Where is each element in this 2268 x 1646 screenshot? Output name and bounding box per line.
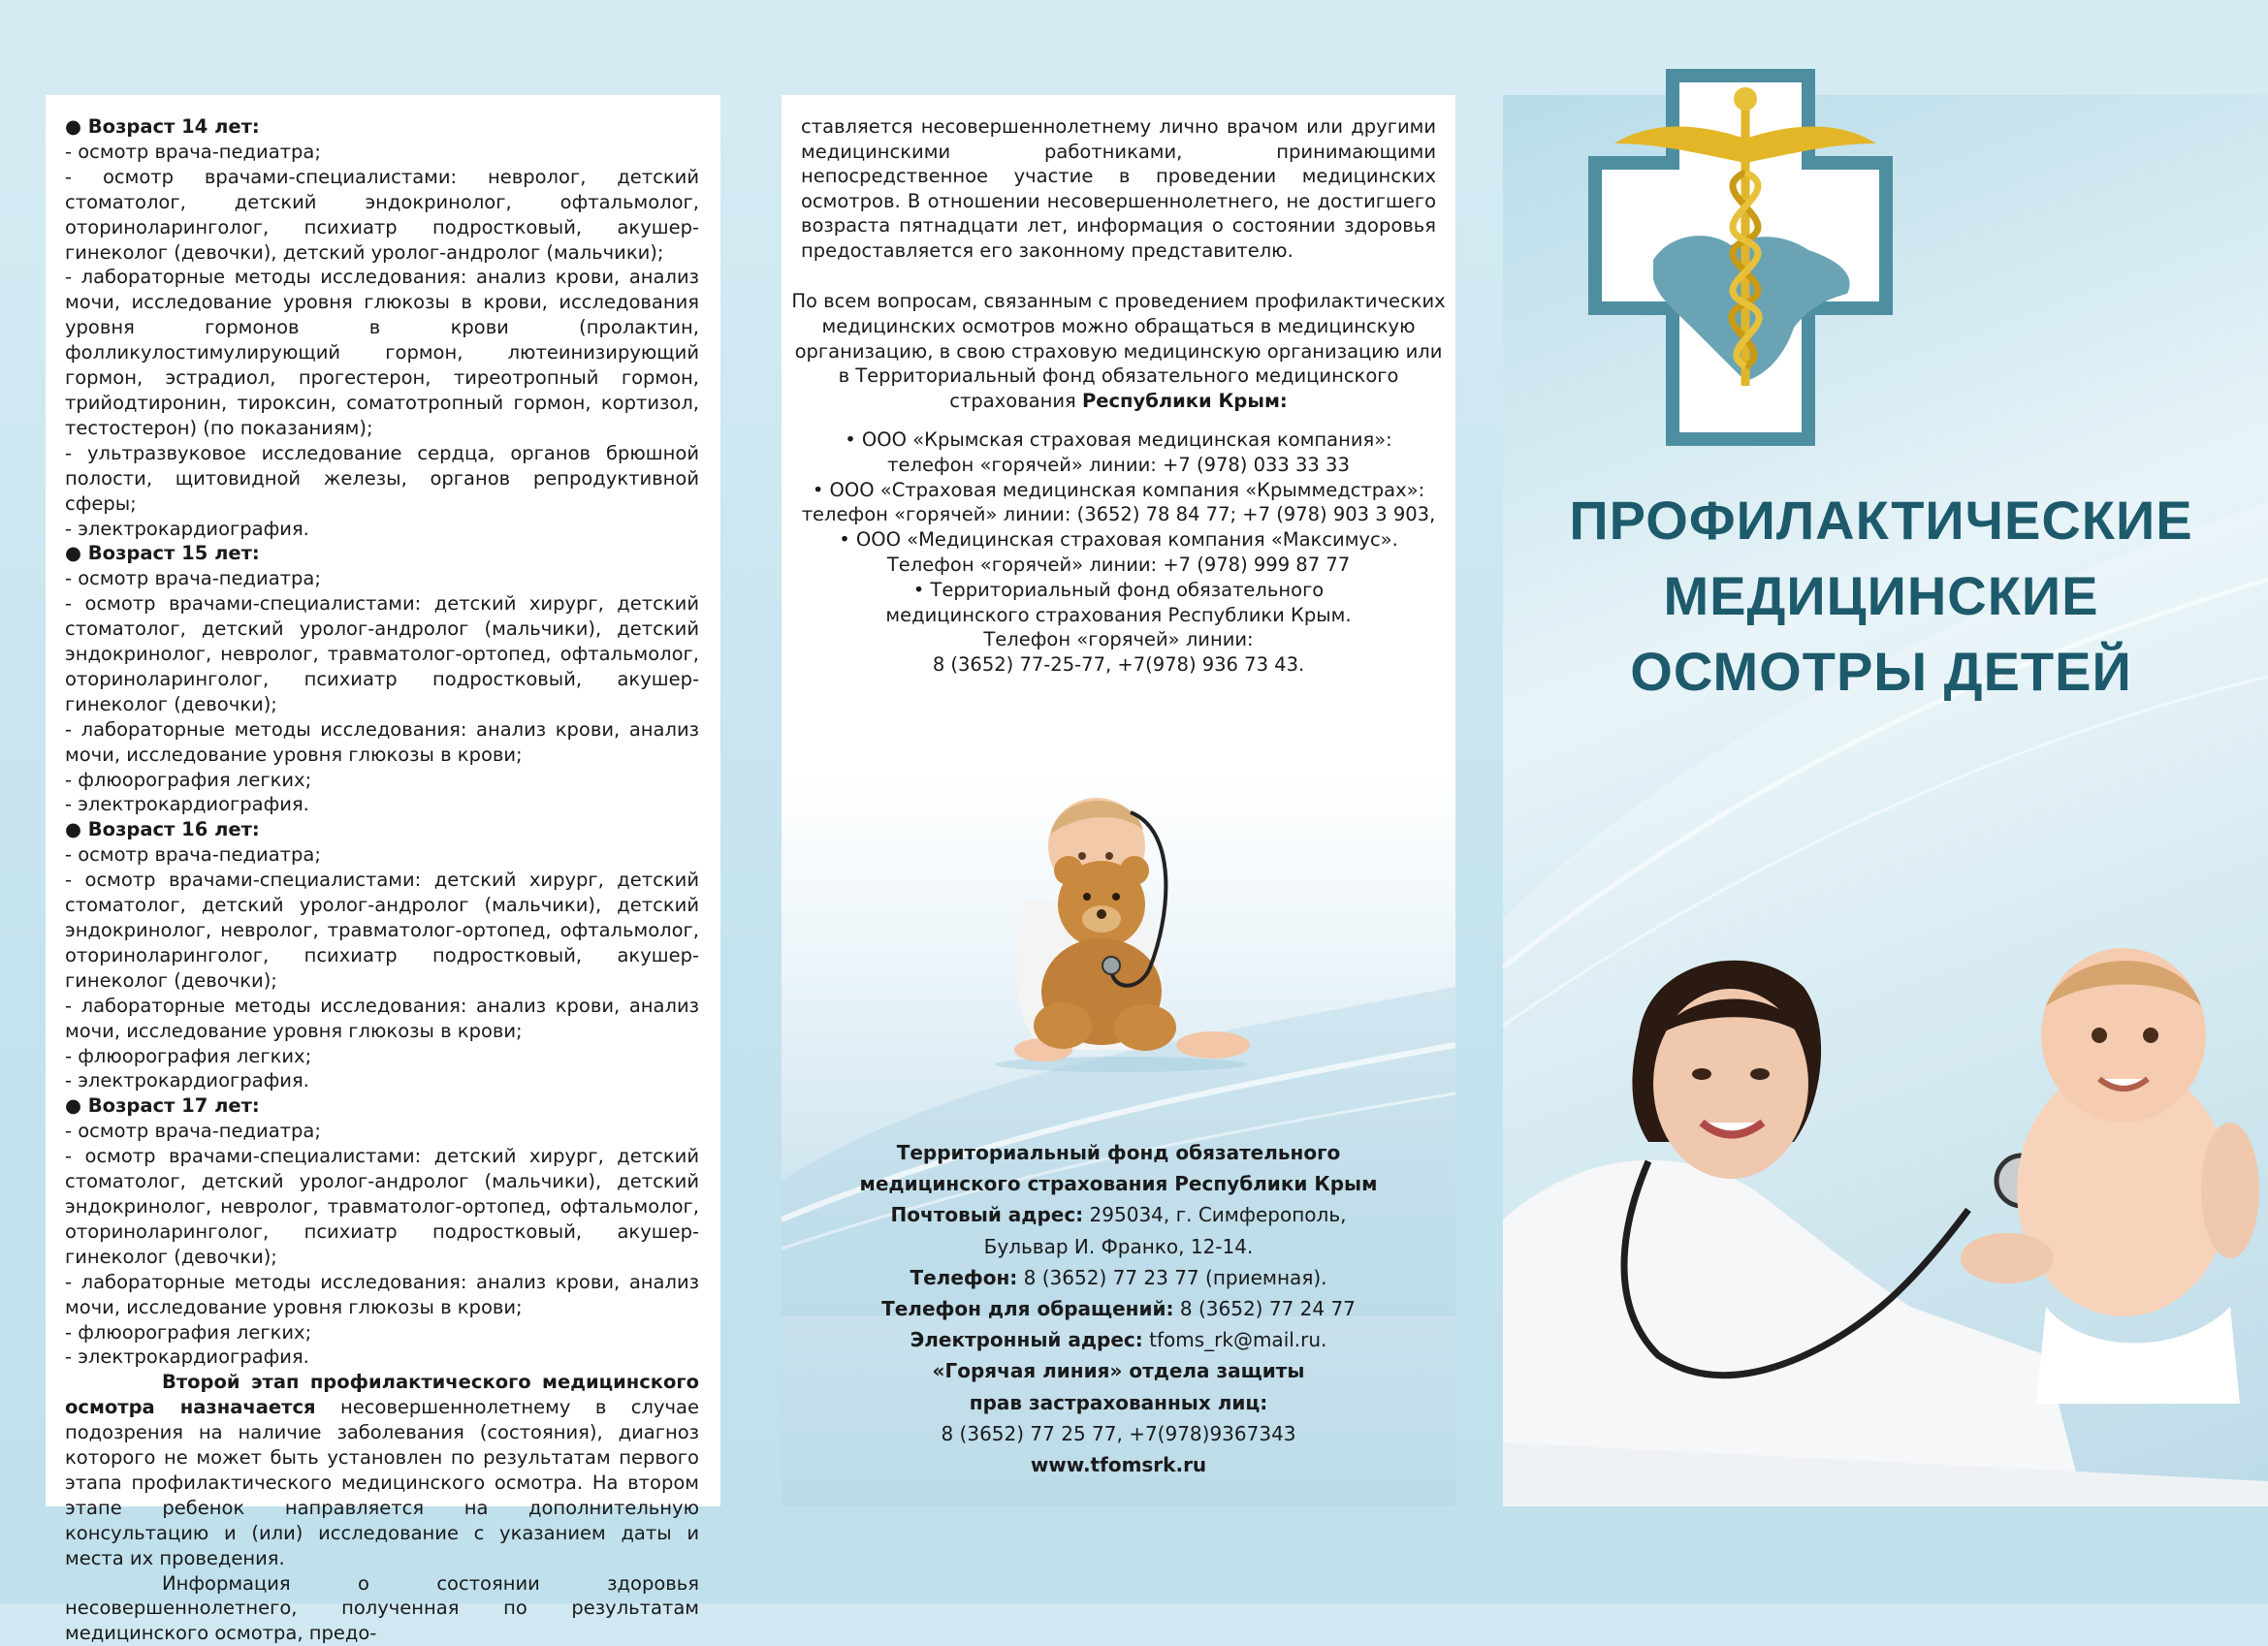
contacts-section xyxy=(791,289,1446,678)
insurer-line: телефон «горячей» линии: +7 (978) 033 33 33 xyxy=(887,453,1350,476)
left-panel xyxy=(46,95,720,1645)
insurer-line: медицинского страхования Республики Крым. xyxy=(885,603,1352,626)
age-16-heading: ● Возраст 16 лет: xyxy=(65,818,260,841)
insurer-line: • Территориальный фонд обязательного xyxy=(912,578,1325,601)
insurer-line: 8 (3652) 77-25-77, +7(978) 936 73 43. xyxy=(932,653,1305,677)
middle-panel xyxy=(782,95,1455,1506)
age-14-heading: ● Возраст 14 лет: xyxy=(65,115,260,138)
list-item: - электрокардиография. xyxy=(65,793,309,816)
list-item: - лабораторные методы исследования: анализ крови, анализ мочи, исследование уровня глюкозы в крови; xyxy=(65,717,699,766)
phone-value: 8 (3652) 77 23 77 (приемная). xyxy=(1017,1265,1327,1289)
contacts-intro-text: По всем вопросам, связанным с проведением профилактических медицинских осмотров можно обращаться в медицинскую организацию, в свою страховую медицинскую организацию или в Территориальный фонд обязательного медицинского страхования xyxy=(791,290,1446,413)
hotline-heading: прав застрахованных лиц: xyxy=(969,1390,1268,1414)
appeal-phone-label: Телефон для обращений: xyxy=(881,1297,1174,1321)
age-15-section xyxy=(65,541,699,817)
fund-contacts xyxy=(791,1137,1446,1480)
insurer-line: Телефон «горячей» линии: xyxy=(983,628,1254,651)
postal-value: 295034, г. Симферополь, xyxy=(1083,1203,1347,1227)
list-item: - осмотр врачами-специалистами: невролог, детский стоматолог, детский эндокринолог, офтальмолог, оториноларинголог, психиатр подростковый, акушер-гинеколог (девочки), детский уролог-андролог (мальчики); xyxy=(65,165,699,264)
phone xyxy=(791,1262,1446,1293)
postal-label: Почтовый адрес: xyxy=(890,1203,1084,1227)
appeal-phone xyxy=(791,1293,1446,1324)
list-item: - осмотр врачами-специалистами: детский хирург, детский стоматолог, детский уролог-андролог (мальчики), детский эндокринолог, невролог, травматолог-ортопед, офтальмолог, оториноларинголог, психиатр подростковый, акушер-гинеколог (девочки); xyxy=(65,1145,699,1268)
brochure-title xyxy=(1542,483,2220,710)
list-item: - ультразвуковое исследование сердца, органов брюшной полости, щитовидной железы, органов репродуктивной сферы; xyxy=(65,441,699,515)
list-item: - электрокардиография. xyxy=(65,1345,309,1369)
list-item: - флюорография легких; xyxy=(65,768,312,791)
list-item: - осмотр врачами-специалистами: детский хирург, детский стоматолог, детский уролог-андролог (мальчики), детский эндокринолог, невролог, травматолог-ортопед, офтальмолог, оториноларинголог, психиатр подростковый, акушер-гинеколог (девочки); xyxy=(65,592,699,715)
fund-name-line: медицинского страхования Республики Крым xyxy=(859,1172,1378,1196)
fund-name-line: Территориальный фонд обязательного xyxy=(896,1141,1341,1164)
caduceus-crimea-cross-icon xyxy=(1585,66,1896,449)
age-14-section xyxy=(65,114,699,541)
list-item: - осмотр врача-педиатра; xyxy=(65,140,321,163)
list-item: - осмотр врача-педиатра; xyxy=(65,1120,321,1143)
email xyxy=(791,1324,1446,1355)
insurer-line: Телефон «горячей» линии: +7 (978) 999 87 77 xyxy=(886,553,1351,576)
contacts-intro-region: Республики Крым: xyxy=(1081,390,1288,413)
insurer-line: • ООО «Страховая медицинская компания «Крыммедстрах»: xyxy=(812,478,1425,501)
health-info-paragraph: Информация о состоянии здоровья несовершеннолетнего, полученная по результатам медицинского осмотра, предо- xyxy=(65,1571,699,1645)
list-item: - осмотр врача-педиатра; xyxy=(65,567,321,590)
website-link[interactable]: www.tfomsrk.ru xyxy=(1030,1453,1207,1477)
insurer-line: • ООО «Крымская страховая медицинская компания»: xyxy=(845,427,1392,451)
age-17-heading: ● Возраст 17 лет: xyxy=(65,1094,260,1118)
title-line: ОСМОТРЫ ДЕТЕЙ xyxy=(1630,641,2132,702)
title-line: ПРОФИЛАКТИЧЕСКИЕ xyxy=(1569,490,2193,551)
phone-label: Телефон: xyxy=(910,1265,1018,1289)
insurer-line: телефон «горячей» линии: (3652) 78 84 77; +7 (978) 903 3 903, xyxy=(801,503,1436,526)
baby-with-teddy-bear-image xyxy=(985,774,1257,1074)
age-15-heading: ● Возраст 15 лет: xyxy=(65,542,260,565)
postal-address xyxy=(791,1199,1446,1230)
postal-address-line2: Бульвар И. Франко, 12-14. xyxy=(983,1234,1254,1258)
cover-panel xyxy=(1503,95,2268,1506)
email-value[interactable]: tfoms_rk@mail.ru. xyxy=(1142,1328,1327,1352)
second-stage-text: несовершеннолетнему в случае подозрения на наличие заболевания (состояния), диагноз которого не может быть установлен по результатам первого этапа профилактического медицинского осмотра. На втором этапе ребенок направляется на дополнительную консультацию и (или) исследование с указанием даты и места их проведения. xyxy=(65,1396,699,1569)
list-item: - осмотр врачами-специалистами: детский хирург, детский стоматолог, детский уролог-андролог (мальчики), детский эндокринолог, невролог, травматолог-ортопед, офтальмолог, оториноларинголог, психиатр подростковый, акушер-гинеколог (девочки); xyxy=(65,869,699,992)
list-item: - флюорография легких; xyxy=(65,1320,312,1344)
age-16-section xyxy=(65,817,699,1093)
continuation-text: ставляется несовершеннолетнему лично врачом или другими медицинскими работниками, принимающими непосредственное участие в проведении медицинских осмотров. В отношении несовершеннолетнего, не достигшего возраста пятнадцати лет, информация о состоянии здоровья предоставляется его законному представителю. xyxy=(801,115,1436,262)
list-item: - электрокардиография. xyxy=(65,1069,309,1092)
title-line: МЕДИЦИНСКИЕ xyxy=(1663,565,2099,626)
list-item: - лабораторные методы исследования: анализ крови, анализ мочи, исследование уровня глюкозы в крови; xyxy=(65,1270,699,1318)
hotline-heading: «Горячая линия» отдела защиты xyxy=(932,1359,1305,1383)
list-item: - электрокардиография. xyxy=(65,517,309,540)
hotline-phones: 8 (3652) 77 25 77, +7(978)9367343 xyxy=(941,1421,1296,1445)
contacts-intro xyxy=(791,289,1446,414)
second-stage-paragraph xyxy=(65,1370,699,1570)
list-item: - лабораторные методы исследования: анализ крови, анализ мочи, исследование уровня глюкозы в крови; xyxy=(65,994,699,1042)
insurer-line: • ООО «Медицинская страховая компания «Максимус». xyxy=(839,528,1398,552)
health-info-continuation xyxy=(801,114,1436,263)
list-item: - осмотр врача-педиатра; xyxy=(65,843,321,867)
appeal-phone-value: 8 (3652) 77 24 77 xyxy=(1173,1297,1356,1321)
email-label: Электронный адрес: xyxy=(910,1328,1143,1352)
doctor-with-baby-photo xyxy=(1503,900,2268,1506)
list-item: - флюорография легких; xyxy=(65,1044,312,1067)
second-stage-lead: Второй этап профилактического медицинского осмотра назначается xyxy=(65,1371,699,1419)
age-17-section xyxy=(65,1093,699,1370)
list-item: - лабораторные методы исследования: анализ крови, анализ мочи, исследование уровня глюкозы в крови, исследования уровня гормонов в крови (пролактин, фолликулостимулирующий гормон, лютеинизирующий гормон, эстрадиол, прогестерон, тиреотропный гормон, трийодтиронин, тироксин, соматотропный гормон, кортизол, тестостерон) (по показаниям); xyxy=(65,266,699,439)
